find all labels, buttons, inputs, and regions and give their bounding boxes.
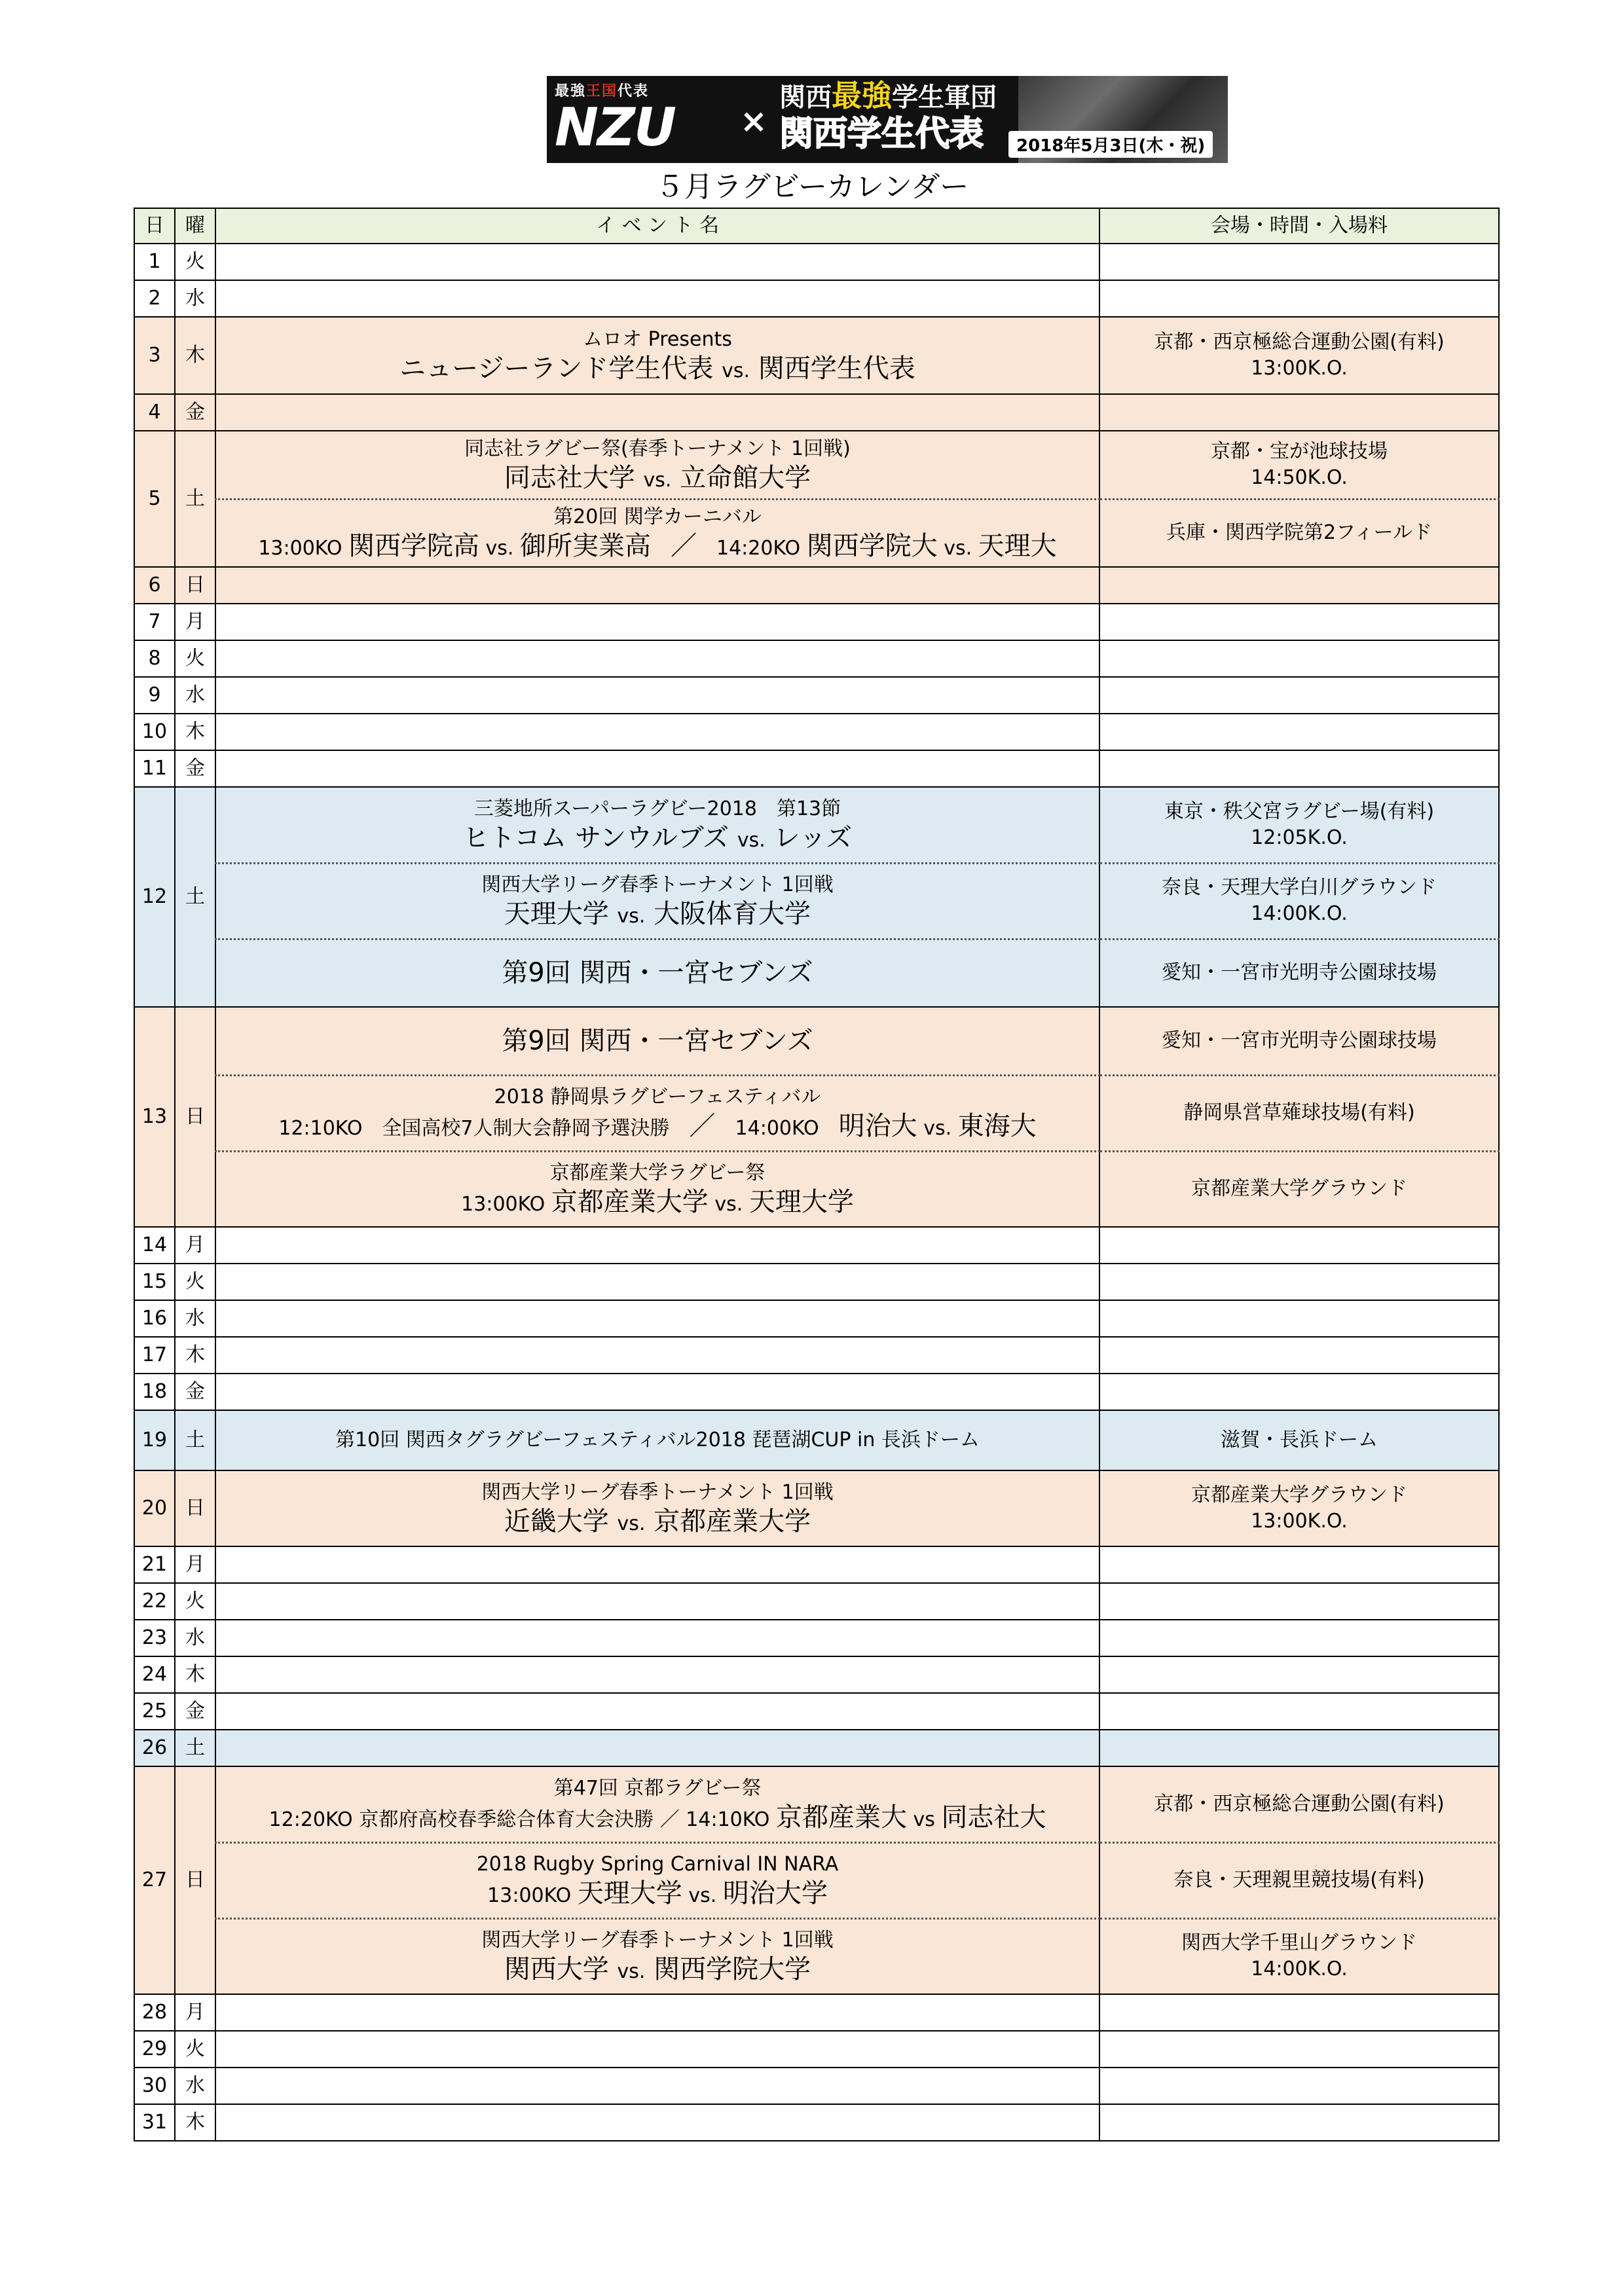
event-cell: [215, 2068, 1099, 2104]
kickoff-time: 13:00K.O.: [1251, 357, 1348, 380]
day-number: 12: [134, 787, 175, 1007]
event-match: [216, 530, 1099, 562]
venue-cell: [1099, 750, 1499, 787]
event-cell: [215, 394, 1099, 431]
event-match: [216, 462, 1099, 494]
day-number: 29: [134, 2031, 175, 2068]
day-row: [134, 787, 1499, 863]
venue-cell: [1099, 2031, 1499, 2068]
weekday: 土: [175, 1410, 215, 1470]
weekday: 火: [175, 1264, 215, 1300]
venue-name: 静岡県営草薙球技場(有料): [1183, 1101, 1415, 1124]
kickoff-time: 14:00K.O.: [1251, 1958, 1348, 1981]
event-cell: [215, 750, 1099, 787]
venue-cell: [1099, 394, 1499, 431]
event-match: [216, 1110, 1099, 1142]
weekday: 水: [175, 280, 215, 317]
day-row: [134, 1730, 1499, 1766]
weekday: 日: [175, 1007, 215, 1227]
venue-cell: [1099, 677, 1499, 714]
venue-cell: [1099, 2104, 1499, 2141]
day-row: [134, 1470, 1499, 1546]
vs-label: vs.: [617, 905, 646, 928]
event-title: 第9回 関西・一宮セブンズ: [502, 1025, 813, 1056]
header-venue: 会場・時間・入場料: [1099, 208, 1499, 244]
event-match: [216, 1878, 1099, 1909]
banner-mid: [779, 80, 997, 155]
kickoff-label: 12:20KO: [268, 1808, 353, 1831]
event-cell: [215, 1075, 1099, 1151]
day-number: 3: [134, 317, 175, 394]
venue-name: 愛知・一宮市光明寺公園球技場: [1162, 961, 1437, 985]
event-cell: [215, 1546, 1099, 1583]
banner-mid-line2: 関西学生代表: [779, 115, 984, 154]
day-row: [134, 567, 1499, 604]
event-cell: [215, 1656, 1099, 1693]
day-number: 6: [134, 567, 175, 604]
weekday: 月: [175, 1994, 215, 2031]
venue-cell: [1099, 640, 1499, 677]
event-cell: [215, 714, 1099, 750]
weekday: 日: [175, 1766, 215, 1994]
day-row: [134, 640, 1499, 677]
team-b: 天理大: [978, 531, 1057, 562]
kickoff-label: 13:00KO: [258, 537, 342, 560]
kickoff-label: 14:00KO: [735, 1117, 819, 1140]
day-number: 17: [134, 1337, 175, 1374]
weekday: 火: [175, 244, 215, 280]
header-weekday: 曜: [175, 208, 215, 244]
day-number: 14: [134, 1227, 175, 1264]
weekday: 日: [175, 1470, 215, 1546]
day-row: [134, 244, 1499, 280]
team-a: 近畿大学: [504, 1506, 609, 1537]
event-cell: [215, 2031, 1099, 2068]
banner-small-a: 最強: [555, 83, 587, 100]
event-cell: [215, 244, 1099, 280]
venue-cell: [1099, 280, 1499, 317]
banner-mid-a: 関西: [779, 82, 832, 113]
team-b: 関西学生代表: [758, 354, 915, 384]
weekday: 木: [175, 1337, 215, 1374]
event-match: [216, 353, 1099, 384]
team-b: 京都産業大学: [654, 1506, 811, 1537]
event-match: [216, 1186, 1099, 1218]
day-row-sub: [134, 499, 1499, 567]
day-number: 8: [134, 640, 175, 677]
day-number: 19: [134, 1410, 175, 1470]
day-row: [134, 394, 1499, 431]
banner-small-b: 王国: [586, 83, 618, 100]
day-row: [134, 2068, 1499, 2104]
team-a: 同志社大学: [504, 462, 635, 493]
venue-cell: [1099, 1300, 1499, 1337]
vs-label: vs.: [617, 1960, 646, 1984]
event-cell: [215, 604, 1099, 640]
event-cell: [215, 1410, 1099, 1470]
team-b: 東海大: [957, 1111, 1037, 1141]
day-row-sub: [134, 1842, 1499, 1918]
venue-cell: [1099, 1620, 1499, 1656]
kickoff-label: 13:00KO: [461, 1193, 545, 1216]
team-b: レッズ: [773, 822, 853, 853]
event-cell: [215, 431, 1099, 499]
day-row: [134, 1374, 1499, 1410]
venue-cell: [1099, 1766, 1499, 1842]
event-subtitle: 京都産業大学ラグビー祭: [549, 1161, 766, 1185]
vs-label: vs.: [617, 1512, 646, 1535]
team-a: ニュージーランド学生代表: [399, 354, 714, 384]
venue-cell: [1099, 2068, 1499, 2104]
day-row: [134, 1337, 1499, 1374]
venue-cell: [1099, 1918, 1499, 1994]
venue-name: 京都・西京極総合運動公園(有料): [1154, 331, 1445, 354]
event-subtitle: 三菱地所スーパーラグビー2018 第13節: [473, 797, 841, 820]
event-title: 第10回 関西タグラグビーフェスティバル2018 琵琶湖CUP in 長浜ドーム: [335, 1429, 980, 1451]
kickoff-label: 14:10KO: [686, 1808, 770, 1831]
weekday: 金: [175, 394, 215, 431]
day-number: 26: [134, 1730, 175, 1766]
day-row: [134, 1766, 1499, 1842]
banner-date: 2018年5月3日(木・祝): [1008, 131, 1213, 158]
kickoff-label: 12:10KO: [278, 1117, 363, 1140]
day-number: 31: [134, 2104, 175, 2141]
day-number: 15: [134, 1264, 175, 1300]
kickoff-time: 13:00K.O.: [1251, 1510, 1348, 1533]
vs-label: vs.: [722, 359, 750, 382]
day-row: [134, 604, 1499, 640]
venue-cell: [1099, 1583, 1499, 1620]
vs-label: vs.: [923, 1117, 952, 1140]
day-number: 25: [134, 1693, 175, 1730]
event-cell: [215, 863, 1099, 939]
team-a: 明治大: [838, 1111, 917, 1141]
weekday: 木: [175, 2104, 215, 2141]
weekday: 木: [175, 1656, 215, 1693]
event-cell: [215, 1918, 1099, 1994]
header-event: イ ベ ン ト 名: [215, 208, 1099, 244]
venue-cell: [1099, 1994, 1499, 2031]
day-row: [134, 677, 1499, 714]
weekday: 月: [175, 1546, 215, 1583]
event-cell: [215, 1151, 1099, 1227]
day-number: 4: [134, 394, 175, 431]
venue-name: 奈良・天理親里競技場(有料): [1173, 1868, 1425, 1891]
event-cell: [215, 1730, 1099, 1766]
day-number: 5: [134, 431, 175, 567]
team-a: 関西学院高: [348, 531, 479, 562]
event-cell: [215, 1470, 1099, 1546]
day-number: 18: [134, 1374, 175, 1410]
event-cell: [215, 1374, 1099, 1410]
event-cell: [215, 1620, 1099, 1656]
event-cell: [215, 1007, 1099, 1075]
venue-name: 京都産業大学グラウンド: [1191, 1177, 1407, 1201]
venue-cell: [1099, 1410, 1499, 1470]
separator: ／: [659, 1808, 680, 1831]
venue-name: 兵庫・関西学院第2フィールド: [1166, 521, 1433, 545]
weekday: 水: [175, 2068, 215, 2104]
day-row: [134, 431, 1499, 499]
day-number: 23: [134, 1620, 175, 1656]
venue-name: 滋賀・長浜ドーム: [1221, 1429, 1378, 1451]
venue-cell: [1099, 1337, 1499, 1374]
kickoff-time: 14:50K.O.: [1251, 465, 1348, 489]
event-cell: [215, 317, 1099, 394]
weekday: 火: [175, 640, 215, 677]
day-row: [134, 1007, 1499, 1075]
day-row: [134, 714, 1499, 750]
day-row: [134, 1693, 1499, 1730]
page-title: ５月ラグビーカレンダー: [655, 170, 969, 204]
venue-cell: [1099, 1730, 1499, 1766]
venue-cell: [1099, 714, 1499, 750]
venue-name: 奈良・天理大学白川グラウンド: [1162, 876, 1437, 899]
venue-cell: [1099, 499, 1499, 567]
day-row-sub: [134, 863, 1499, 939]
team-a: 京都産業大学: [551, 1187, 709, 1218]
event-subtitle: 同志社ラグビー祭(春季トーナメント 1回戦): [464, 437, 851, 460]
venue-cell: [1099, 1151, 1499, 1227]
team-a: 京都産業大: [775, 1802, 907, 1832]
venue-cell: [1099, 787, 1499, 863]
banner-left: [555, 80, 675, 158]
banner-mid-c: 学生軍団: [892, 82, 997, 113]
vs-label: vs: [913, 1808, 935, 1831]
day-number: 9: [134, 677, 175, 714]
venue-name: 京都・宝が池球技場: [1211, 439, 1388, 463]
day-number: 22: [134, 1583, 175, 1620]
weekday: 火: [175, 1583, 215, 1620]
day-number: 28: [134, 1994, 175, 2031]
event-cell: [215, 787, 1099, 863]
venue-cell: [1099, 939, 1499, 1007]
event-cell: [215, 1264, 1099, 1300]
venue-cell: [1099, 1007, 1499, 1075]
venue-cell: [1099, 1656, 1499, 1693]
weekday: 木: [175, 714, 215, 750]
banner-nzu: NZU: [555, 97, 675, 158]
day-row: [134, 1410, 1499, 1470]
day-row-sub: [134, 1918, 1499, 1994]
venue-name: 京都・西京極総合運動公園(有料): [1154, 1792, 1445, 1815]
weekday: 金: [175, 1693, 215, 1730]
day-number: 11: [134, 750, 175, 787]
event-match: [216, 1954, 1099, 1985]
day-number: 21: [134, 1546, 175, 1583]
team-a: ヒトコム サンウルブズ: [462, 822, 729, 853]
day-number: 1: [134, 244, 175, 280]
event-cell: [215, 1337, 1099, 1374]
banner-times: ×: [740, 102, 767, 140]
day-number: 24: [134, 1656, 175, 1693]
event-subtitle: 第47回 京都ラグビー祭: [553, 1776, 762, 1800]
weekday: 月: [175, 604, 215, 640]
event-title: 第9回 関西・一宮セブンズ: [502, 958, 813, 989]
event-subtitle: 関西大学リーグ春季トーナメント 1回戦: [481, 1481, 834, 1504]
header-row: [134, 208, 1499, 244]
day-row: [134, 1264, 1499, 1300]
venue-cell: [1099, 567, 1499, 604]
team-a: 天理大学: [577, 1878, 682, 1908]
banner-mid-b: 最強: [832, 78, 892, 113]
day-row-sub: [134, 1151, 1499, 1227]
venue-name: 愛知・一宮市光明寺公園球技場: [1162, 1029, 1437, 1052]
day-row: [134, 2031, 1499, 2068]
team-a: 天理大学: [504, 899, 609, 929]
venue-cell: [1099, 863, 1499, 939]
match-description: 京都府高校春季総合体育大会決勝: [359, 1808, 654, 1831]
day-number: 27: [134, 1766, 175, 1994]
vs-label: vs.: [737, 828, 766, 852]
day-number: 10: [134, 714, 175, 750]
day-number: 7: [134, 604, 175, 640]
event-cell: [215, 640, 1099, 677]
event-match: [216, 822, 1099, 854]
day-number: 13: [134, 1007, 175, 1227]
venue-cell: [1099, 1075, 1499, 1151]
event-cell: [215, 1583, 1099, 1620]
day-row: [134, 1546, 1499, 1583]
day-row: [134, 1227, 1499, 1264]
venue-cell: [1099, 604, 1499, 640]
header-day: 日: [134, 208, 175, 244]
venue-cell: [1099, 1546, 1499, 1583]
event-cell: [215, 1766, 1099, 1842]
event-cell: [215, 1842, 1099, 1918]
weekday: 土: [175, 1730, 215, 1766]
kickoff-label: 13:00KO: [487, 1884, 572, 1907]
day-row: [134, 280, 1499, 317]
venue-cell: [1099, 1693, 1499, 1730]
day-row: [134, 1656, 1499, 1693]
event-cell: [215, 567, 1099, 604]
venue-cell: [1099, 431, 1499, 499]
event-cell: [215, 499, 1099, 567]
event-subtitle: ムロオ Presents: [583, 328, 732, 351]
venue-cell: [1099, 244, 1499, 280]
day-number: 2: [134, 280, 175, 317]
event-cell: [215, 1300, 1099, 1337]
event-cell: [215, 677, 1099, 714]
event-cell: [215, 939, 1099, 1007]
vs-label: vs.: [714, 1193, 743, 1216]
event-subtitle: 2018 静岡県ラグビーフェスティバル: [494, 1085, 821, 1108]
venue-name: 京都産業大学グラウンド: [1191, 1484, 1407, 1506]
venue-name: 東京・秩父宮ラグビー場(有料): [1164, 799, 1435, 823]
day-number: 20: [134, 1470, 175, 1546]
venue-cell: [1099, 1227, 1499, 1264]
day-row: [134, 750, 1499, 787]
kickoff-time: 12:05K.O.: [1251, 826, 1348, 849]
weekday: 木: [175, 317, 215, 394]
weekday: 水: [175, 677, 215, 714]
vs-label: vs.: [688, 1884, 717, 1907]
event-subtitle: 第20回 関学カーニバル: [553, 505, 762, 529]
event-match: [216, 1506, 1099, 1537]
day-row-sub: [134, 1075, 1499, 1151]
calendar-table: [134, 208, 1500, 2141]
kickoff-time: 14:00K.O.: [1251, 902, 1348, 925]
team-b: 大阪体育大学: [654, 899, 811, 929]
weekday: 水: [175, 1620, 215, 1656]
team-b: 御所実業高: [520, 531, 651, 562]
vs-label: vs.: [944, 537, 972, 560]
venue-cell: [1099, 1842, 1499, 1918]
weekday: 金: [175, 1374, 215, 1410]
banner-small-c: 代表: [618, 83, 650, 100]
weekday: 日: [175, 567, 215, 604]
event-cell: [215, 1994, 1099, 2031]
event-cell: [215, 2104, 1099, 2141]
team-b: 明治大学: [722, 1878, 828, 1908]
event-cell: [215, 1693, 1099, 1730]
day-row: [134, 1300, 1499, 1337]
team-b: 天理大学: [748, 1187, 854, 1218]
separator: ／: [671, 531, 697, 562]
event-subtitle: 関西大学リーグ春季トーナメント 1回戦: [481, 873, 834, 896]
team-a: 関西大学: [504, 1954, 609, 1985]
day-number: 16: [134, 1300, 175, 1337]
event-cell: [215, 280, 1099, 317]
team-b: 関西学院大学: [654, 1954, 811, 1985]
weekday: 土: [175, 431, 215, 567]
venue-cell: [1099, 317, 1499, 394]
day-row: [134, 1620, 1499, 1656]
day-row: [134, 1583, 1499, 1620]
weekday: 火: [175, 2031, 215, 2068]
team-a: 関西学院大: [806, 531, 938, 562]
kickoff-label: 14:20KO: [716, 537, 801, 560]
event-cell: [215, 1227, 1099, 1264]
vs-label: vs.: [485, 537, 514, 560]
event-match: [216, 898, 1099, 930]
venue-cell: [1099, 1374, 1499, 1410]
weekday: 水: [175, 1300, 215, 1337]
day-row: [134, 2104, 1499, 2141]
match-description: 全国高校7人制大会静岡予選決勝: [382, 1117, 670, 1140]
venue-cell: [1099, 1470, 1499, 1546]
vs-label: vs.: [643, 468, 672, 492]
team-b: 立命館大学: [680, 462, 811, 493]
banner-image: [547, 76, 1228, 163]
separator: ／: [689, 1111, 716, 1141]
weekday: 金: [175, 750, 215, 787]
event-subtitle: 関西大学リーグ春季トーナメント 1回戦: [481, 1929, 834, 1952]
venue-cell: [1099, 1264, 1499, 1300]
day-number: 30: [134, 2068, 175, 2104]
weekday: 月: [175, 1227, 215, 1264]
team-b: 同志社大: [941, 1802, 1046, 1832]
event-subtitle: 2018 Rugby Spring Carnival IN NARA: [476, 1853, 839, 1876]
venue-name: 関西大学千里山グラウンド: [1181, 1931, 1417, 1955]
day-row: [134, 1994, 1499, 2031]
event-match: [216, 1802, 1099, 1833]
weekday: 土: [175, 787, 215, 1007]
day-row: [134, 317, 1499, 394]
day-row-sub: [134, 939, 1499, 1007]
